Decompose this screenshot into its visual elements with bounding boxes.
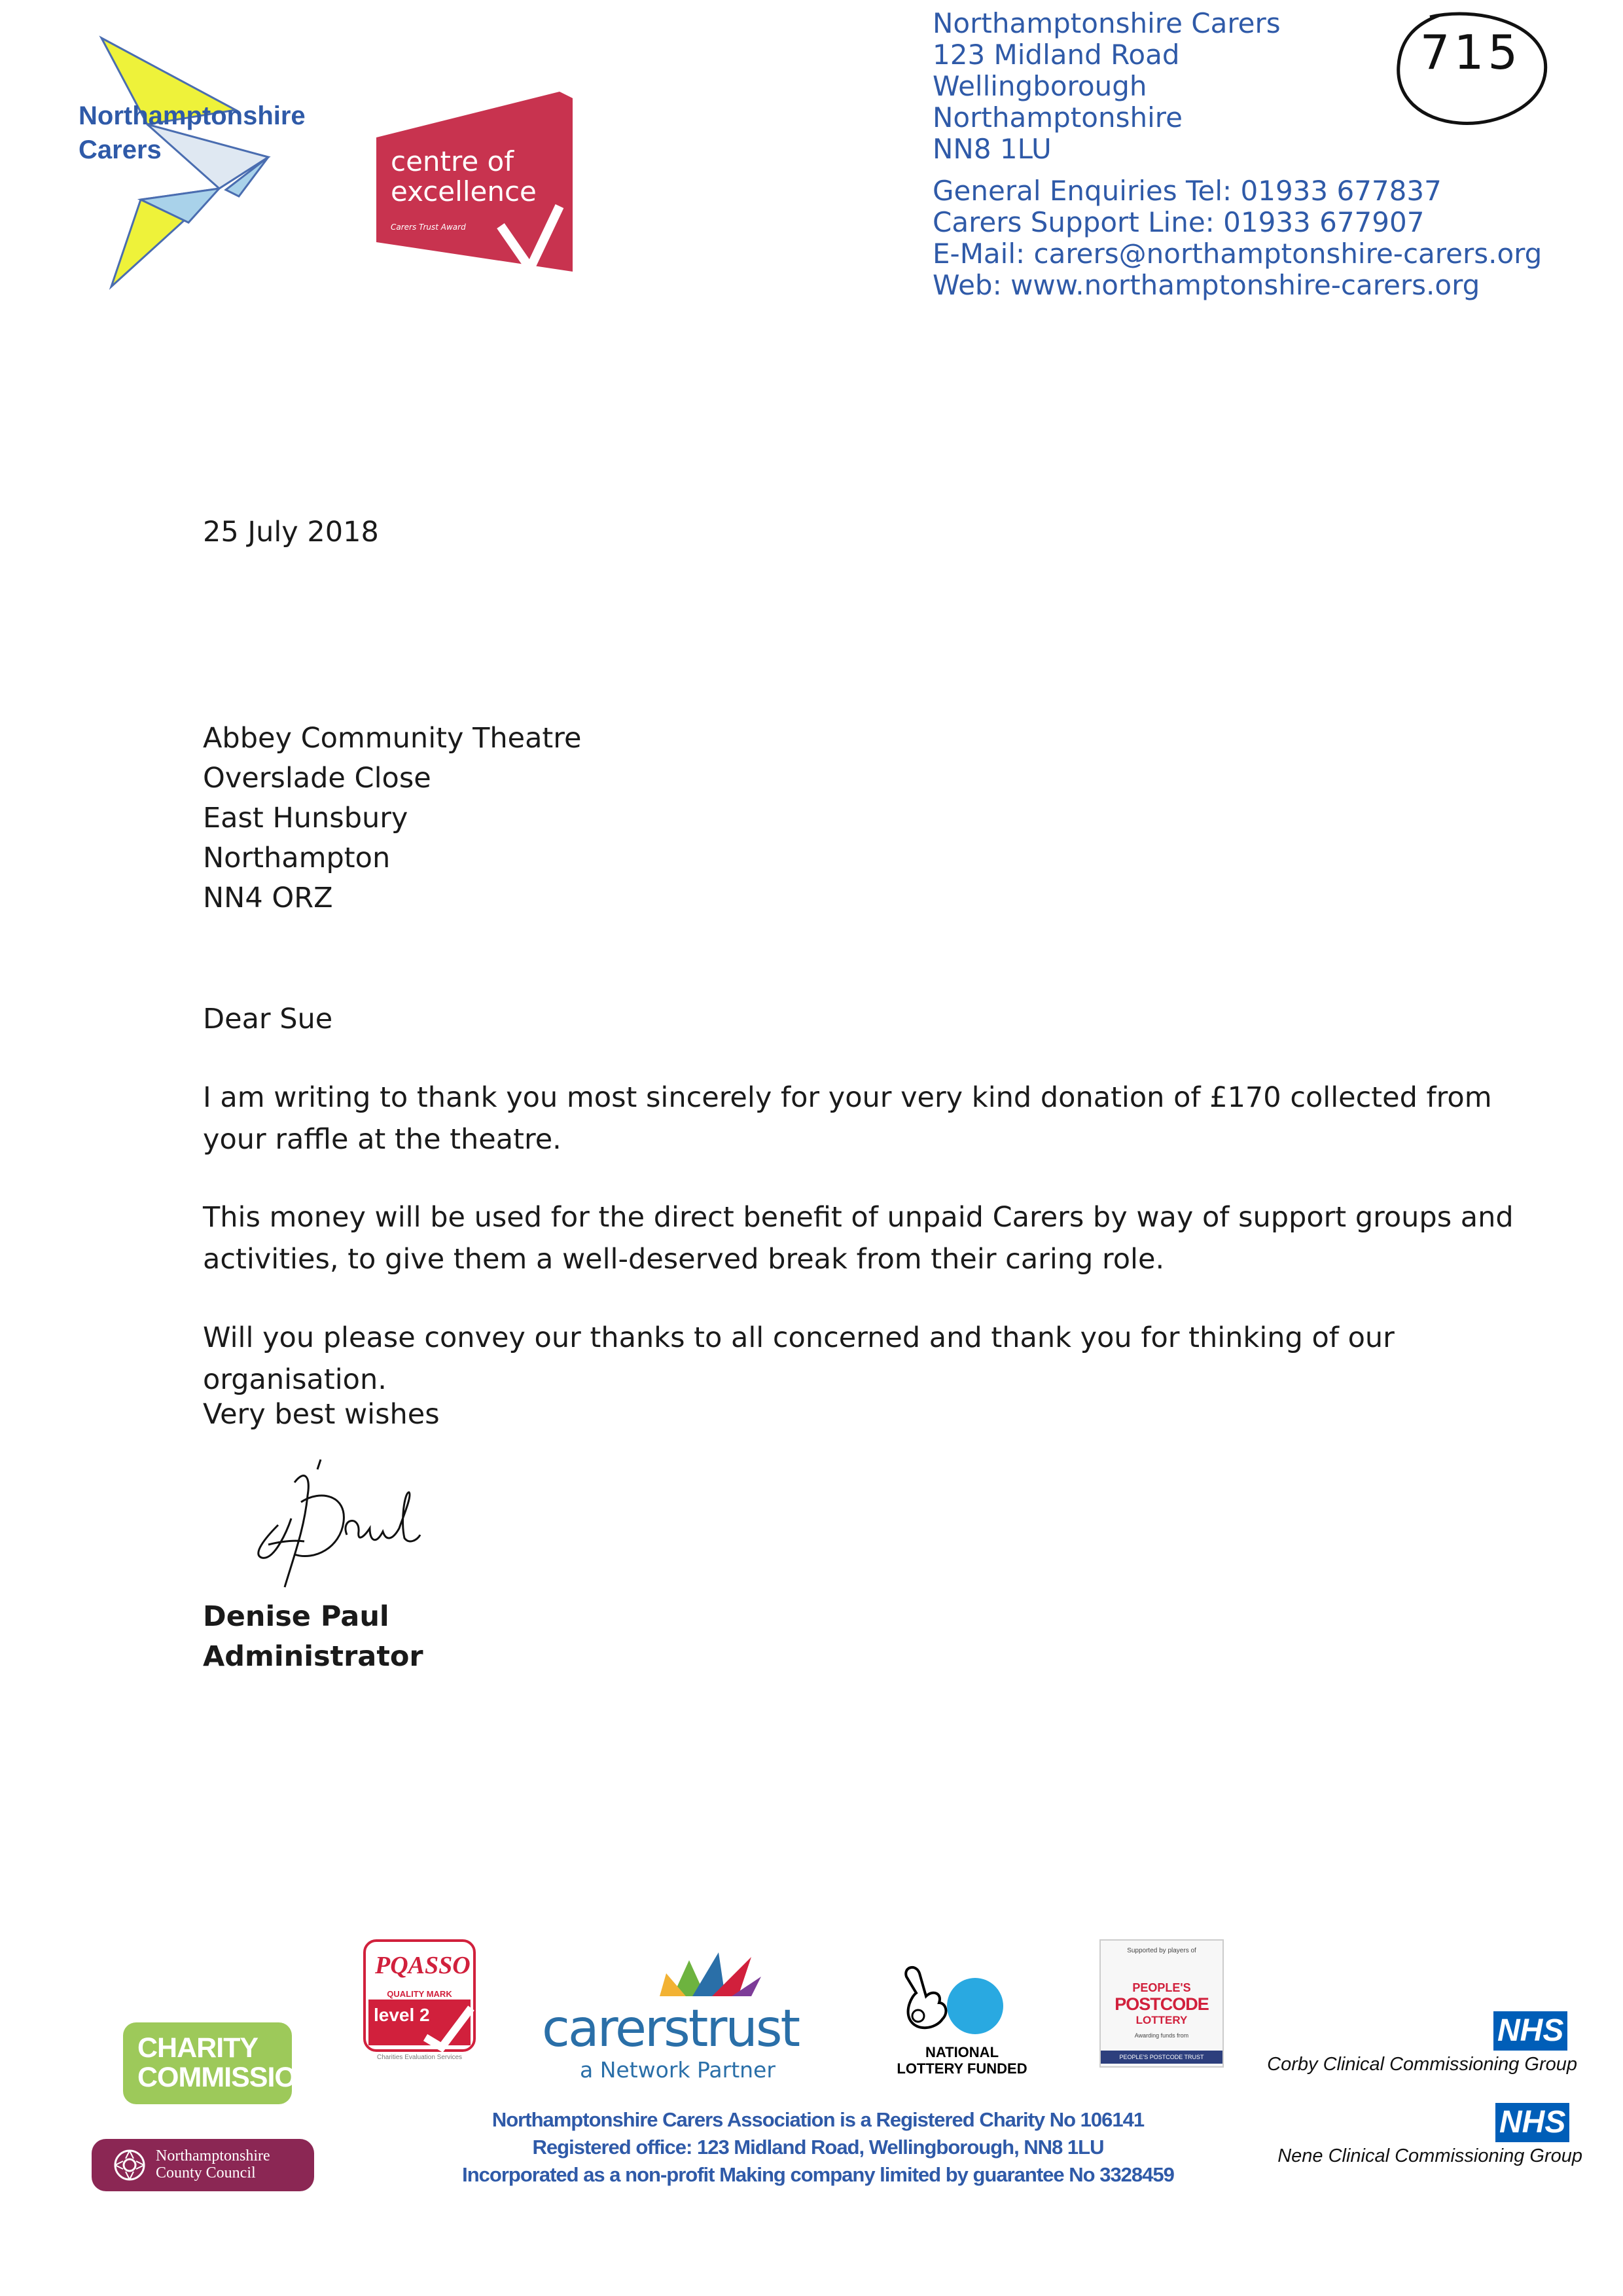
pqasso-mark: QUALITY MARK <box>387 1989 452 1999</box>
signatory-title: Administrator <box>203 1640 423 1673</box>
address-line: Northamptonshire <box>933 101 1183 134</box>
postcode-line-2: POSTCODE <box>1115 1994 1209 2014</box>
peoples-postcode-lottery-logo <box>1099 1939 1224 2068</box>
signature-icon <box>249 1456 445 1600</box>
address-line: 123 Midland Road <box>933 39 1180 71</box>
postcode-line-1: PEOPLE'S <box>1132 1981 1191 1994</box>
council-line-1: Northamptonshire <box>156 2147 270 2164</box>
postcode-line-3: LOTTERY <box>1135 2014 1188 2026</box>
carers-trust-tagline: a Network Partner <box>580 2057 776 2083</box>
recipient-address <box>203 719 581 918</box>
recipient-line: East Hunsbury <box>203 802 408 834</box>
signatory <box>203 1597 423 1677</box>
legal-line: Incorporated as a non-profit Making company limited by guarantee No 3328459 <box>462 2163 1174 2186</box>
northamptonshire-carers-logo <box>72 33 321 295</box>
recipient-line: NN4 ORZ <box>203 882 333 914</box>
letter-date: 25 July 2018 <box>203 516 379 548</box>
enquiries-phone: General Enquiries Tel: 01933 677837 <box>933 175 1442 207</box>
pqasso-sub: Charities Evaluation Services <box>376 2054 463 2061</box>
excellence-line-1: centre of <box>391 145 514 177</box>
excellence-line-2: excellence <box>391 175 537 207</box>
signatory-name: Denise Paul <box>203 1600 389 1633</box>
logo-name-line-1: Northamptonshire <box>79 101 306 130</box>
recipient-line: Overslade Close <box>203 762 431 795</box>
pqasso-quality-mark-logo <box>363 1939 476 2067</box>
logo-name-line-2: Carers <box>79 135 162 164</box>
carers-trust-logo <box>542 1947 817 2083</box>
pqasso-brand: PQASSO <box>375 1952 471 1979</box>
reference-number: 715 <box>1419 25 1522 80</box>
postcode-supported-text: Supported by players of <box>1127 1947 1196 1954</box>
recipient-line: Abbey Community Theatre <box>203 722 582 755</box>
recipient-line: Northampton <box>203 842 391 874</box>
excellence-award-text: Carers Trust Award <box>391 223 466 232</box>
county-council-logo <box>92 2139 314 2191</box>
pqasso-level: level 2 <box>374 2005 430 2025</box>
address-line: Northamptonshire Carers <box>933 7 1281 39</box>
national-lottery-logo <box>880 1957 1044 2078</box>
support-line-phone: Carers Support Line: 01933 677907 <box>933 206 1425 238</box>
address-line: NN8 1LU <box>933 133 1052 165</box>
body-paragraph: This money will be used for the direct benefit of unpaid Carers by way of support groups and activities, to give them a well-deserved break from their caring role. <box>203 1201 1514 1276</box>
closing: Very best wishes <box>203 1398 440 1431</box>
handwritten-signature <box>249 1456 445 1600</box>
corby-ccg-label: Corby Clinical Commissioning Group <box>1267 2054 1577 2075</box>
council-line-2: County Council <box>156 2164 256 2181</box>
address-line: Wellingborough <box>933 70 1147 102</box>
footer-legal-text <box>393 2106 1243 2189</box>
body-paragraph: Will you please convey our thanks to all concerned and thank you for thinking of our organisation. <box>203 1321 1395 1396</box>
nhs-logo-nene: NHS <box>1495 2103 1569 2142</box>
organisation-contacts <box>933 175 1623 301</box>
handwritten-reference <box>1391 5 1551 130</box>
legal-line: Northamptonshire Carers Association is a Registered Charity No 106141 <box>491 2108 1145 2131</box>
charity-logo-line-1: CHARITY <box>137 2032 259 2064</box>
website-link[interactable]: Web: www.northamptonshire-carers.org <box>933 269 1480 301</box>
nene-ccg-label: Nene Clinical Commissioning Group <box>1277 2145 1582 2166</box>
lottery-line-2: LOTTERY FUNDED <box>897 2060 1027 2077</box>
rose-emblem-icon <box>103 2139 156 2191</box>
lottery-line-1: NATIONAL <box>925 2044 999 2060</box>
email-link[interactable]: E-Mail: carers@northamptonshire-carers.org <box>933 238 1543 270</box>
body-paragraph: I am writing to thank you most sincerely for your very kind donation of £170 collected from your raffle at the theatre. <box>203 1081 1492 1156</box>
postcode-trust-bar: PEOPLE'S POSTCODE TRUST <box>1101 2051 1222 2064</box>
postcode-awarding-text: Awarding funds from <box>1134 2032 1189 2039</box>
crossed-fingers-icon <box>880 1957 1044 2042</box>
legal-line: Registered office: 123 Midland Road, Wellingborough, NN8 1LU <box>532 2136 1104 2159</box>
nhs-logo-corby: NHS <box>1493 2011 1567 2051</box>
charity-logo-line-2: COMMISSION <box>137 2062 315 2093</box>
charity-commission-logo <box>123 2022 315 2104</box>
salutation: Dear Sue <box>203 1003 333 1035</box>
centre-of-excellence-logo <box>376 92 573 278</box>
carers-trust-name: carerstrust <box>542 2000 799 2058</box>
